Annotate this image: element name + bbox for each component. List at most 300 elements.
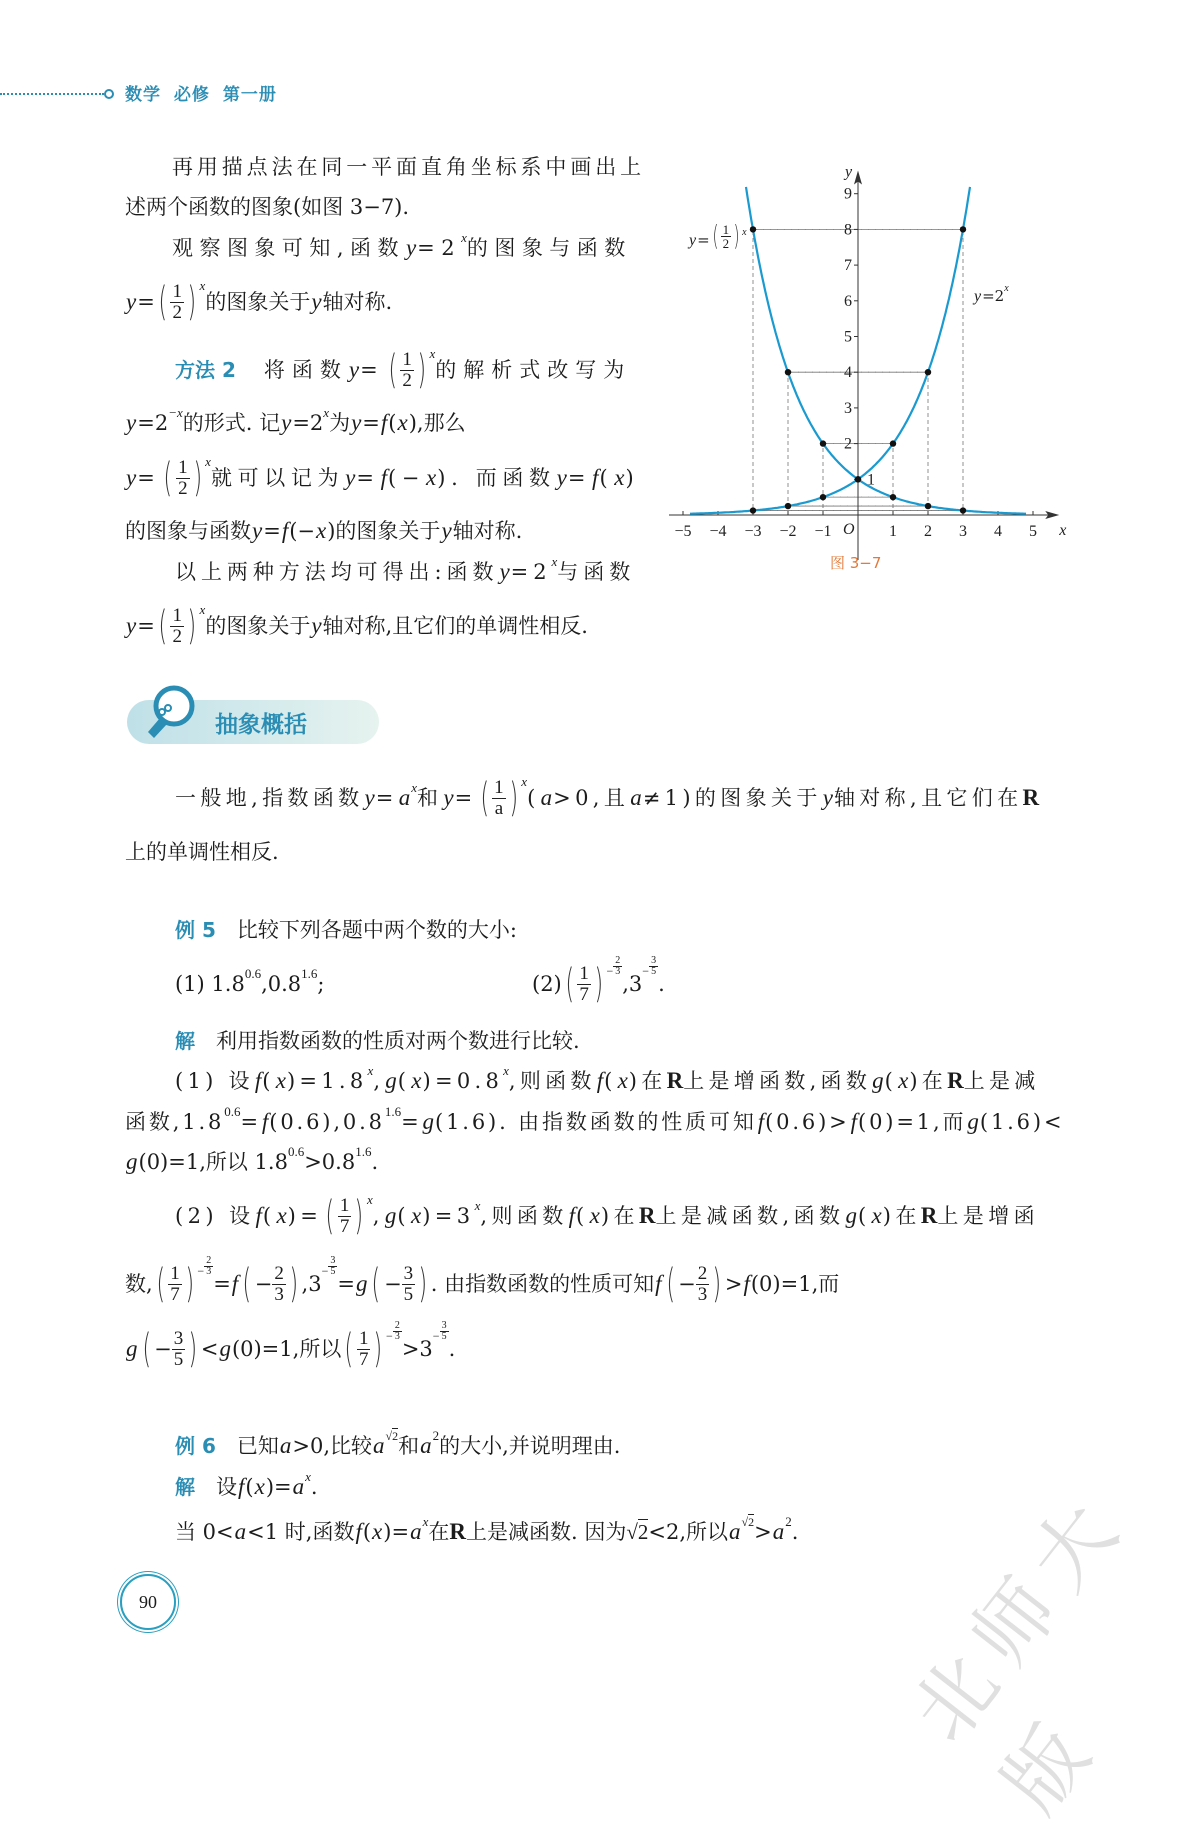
parenthesized-fraction <box>160 454 211 501</box>
exponent: x <box>551 554 558 569</box>
text-line <box>125 516 522 546</box>
right-paren: ) <box>733 219 740 252</box>
text-run: . <box>791 1520 799 1544</box>
text-run: >0,比较 <box>292 1434 373 1458</box>
text-run: =2 <box>292 411 324 435</box>
left-paren: ( <box>712 219 719 252</box>
watermark: 北师大版 <box>894 1474 1145 1830</box>
text-run: (0)=1,而 <box>750 1272 840 1296</box>
text-run: 的图象关于 <box>205 290 311 314</box>
text-line <box>125 405 466 438</box>
exponent: 2 <box>432 1428 440 1443</box>
parenthesized-fraction <box>155 602 206 649</box>
text-run: (0.6),0.8 <box>269 1110 385 1134</box>
denominator: 5 <box>651 966 657 977</box>
square-root <box>626 1517 648 1547</box>
real-numbers-symbol: R <box>1022 785 1040 810</box>
right-paren: ) <box>417 347 426 393</box>
text-run: >0.8 <box>304 1150 356 1174</box>
x-tick-label: −5 <box>674 523 692 540</box>
right-paren: ) <box>187 603 197 649</box>
sign: − <box>321 1264 329 1278</box>
math-variable: y <box>974 288 982 305</box>
text-run: (1.6). 由指数函数的性质可知 <box>435 1110 757 1134</box>
x-tick-label: −4 <box>709 523 727 540</box>
fraction <box>400 350 414 391</box>
math-variable: y <box>311 289 322 314</box>
lightbulb-icon <box>140 682 200 744</box>
left-paren: ( <box>156 1261 165 1307</box>
math-variable: y <box>345 465 356 490</box>
text-run: 轴对称,且它们的单调性相反. <box>322 614 588 638</box>
left-paren: ( <box>325 1193 335 1239</box>
denominator: 3 <box>697 1283 708 1305</box>
radical-sign: √ <box>626 1520 638 1544</box>
denominator: 5 <box>330 1266 336 1277</box>
math-variable: a <box>373 1433 385 1458</box>
text-run: (1) 设 <box>175 1069 254 1093</box>
text-run: = <box>417 236 442 260</box>
curve-label-half-power <box>688 219 747 252</box>
math-variable: x <box>411 1068 422 1093</box>
text-run: (0)=1,而 <box>858 1110 967 1134</box>
data-point <box>750 226 756 232</box>
text-run: 观察图象可知,函数 <box>172 236 405 260</box>
math-variable: a <box>729 1519 741 1544</box>
real-numbers-symbol: R <box>920 1203 938 1228</box>
denominator: 2 <box>178 477 188 499</box>
x-tick-label: −1 <box>814 523 832 540</box>
fraction <box>440 1321 449 1342</box>
sign: − <box>254 1272 273 1296</box>
exponent: 0.6 <box>244 966 262 981</box>
data-point <box>890 440 896 446</box>
text-run: 当 0< <box>175 1520 234 1544</box>
text-line <box>172 152 645 182</box>
denominator: 7 <box>358 1348 369 1370</box>
x-tick-label: −3 <box>744 523 762 540</box>
text-line <box>175 774 1040 821</box>
right-paren: ) <box>188 1326 198 1372</box>
text-run: 设 <box>195 1475 237 1499</box>
denominator: 3 <box>615 966 621 977</box>
parenthesized-fraction <box>710 219 742 252</box>
left-paren: ( <box>666 1261 675 1307</box>
example-5-part-2 <box>532 955 665 1007</box>
numerator: 3 <box>651 955 657 966</box>
text-run: 数, <box>125 1272 153 1296</box>
x-tick-label: 3 <box>959 523 967 540</box>
text-run: (− <box>289 519 316 543</box>
exponent: x <box>422 1514 429 1529</box>
denominator: 3 <box>274 1283 284 1305</box>
section-label: 例 6 <box>175 1434 216 1458</box>
text-run: = <box>213 1272 231 1296</box>
text-run: = <box>263 519 281 543</box>
math-variable: a <box>410 1519 422 1544</box>
text-run: 比较下列各题中两个数的大小: <box>215 918 517 942</box>
text-line <box>175 554 636 587</box>
parenthesized-fraction <box>341 1326 386 1372</box>
text-run: = <box>362 411 380 435</box>
math-variable: f <box>380 410 388 435</box>
left-paren: ( <box>480 775 489 821</box>
exponential-graph <box>660 140 1090 560</box>
text-run: ( <box>245 1475 254 1499</box>
fraction <box>204 1256 213 1277</box>
math-variable: a <box>772 1519 785 1544</box>
math-variable: f <box>655 1271 662 1296</box>
fractional-exponent <box>642 956 658 986</box>
exponent: x <box>367 1063 374 1078</box>
fractional-exponent <box>606 956 622 986</box>
fraction <box>721 223 732 250</box>
exponent: x <box>474 1198 481 1213</box>
text-run: 以上两种方法均可得出:函数 <box>175 560 499 584</box>
data-point <box>960 226 966 232</box>
fraction <box>649 956 658 977</box>
text-run: ,0.8 <box>261 972 302 996</box>
fraction <box>402 1264 416 1305</box>
radicand: 2 <box>392 1429 399 1443</box>
denominator: 2 <box>172 301 182 323</box>
fraction <box>696 1264 710 1305</box>
math-variable: x <box>614 465 625 490</box>
page-number: 90 <box>120 1574 176 1630</box>
math-variable: x <box>410 1203 422 1228</box>
text-run: 一般地,指数函数 <box>175 786 364 810</box>
x-tick-label: 1 <box>889 523 897 540</box>
math-variable: f <box>231 1271 239 1296</box>
text-run: )的图象关于 <box>327 519 441 543</box>
sign: − <box>678 1272 696 1296</box>
text-run: 的解析式改写为 <box>435 358 632 382</box>
text-run: = <box>337 1272 355 1296</box>
header-dotted-rule <box>0 93 104 95</box>
text-run: , <box>373 1069 385 1093</box>
text-run: <1 时,函数 <box>247 1520 355 1544</box>
solution-line <box>175 1026 580 1056</box>
left-paren: ( <box>565 961 574 1007</box>
sign: − <box>197 1264 205 1278</box>
parenthesized-fraction <box>477 774 528 821</box>
text-run: ( <box>576 1204 589 1228</box>
y-tick-label: 9 <box>844 185 852 203</box>
denominator: 3 <box>394 1331 400 1342</box>
method-2-line <box>175 346 632 393</box>
text-run: 和 <box>398 1434 420 1458</box>
sign: − <box>386 1329 393 1343</box>
numerator: 3 <box>403 1262 414 1284</box>
y-tick-label: 5 <box>844 328 852 346</box>
real-numbers-symbol: R <box>666 1068 684 1093</box>
data-point <box>890 494 896 500</box>
section-label: 解 <box>175 1029 195 1053</box>
numerator: 1 <box>178 456 188 478</box>
text-run: ( <box>397 1069 411 1093</box>
text-run: ( <box>262 1204 276 1228</box>
text-run: = <box>360 358 385 382</box>
section-title: 抽象概括 <box>215 712 307 738</box>
text-run: = <box>240 1110 261 1134</box>
denominator: 5 <box>173 1348 184 1370</box>
right-paren: ) <box>594 961 603 1007</box>
text-run: ( <box>857 1204 871 1228</box>
math-variable: y <box>126 289 137 314</box>
exponent: 1.6 <box>355 1144 372 1159</box>
text-run: 的图象与函数 <box>125 519 251 543</box>
text-run: >3 <box>401 1337 433 1361</box>
math-variable: y <box>822 785 833 810</box>
origin-label: O <box>843 521 855 538</box>
text-run: = <box>454 786 477 810</box>
text-run: 就可以记为 <box>210 466 345 490</box>
math-variable: x <box>275 1068 286 1093</box>
right-paren: ) <box>373 1326 383 1372</box>
fraction <box>170 606 184 647</box>
x-tick-label: 5 <box>1029 523 1037 540</box>
text-run: ≠1)的图象关于 <box>642 786 822 810</box>
math-variable: g <box>385 1068 397 1093</box>
exponent: 1.6 <box>384 1104 402 1119</box>
parenthesized-fraction <box>153 1261 198 1307</box>
denominator: 5 <box>441 1331 447 1342</box>
fraction <box>492 778 506 819</box>
text-line <box>125 1320 456 1372</box>
y-tick-label: 7 <box>844 257 852 275</box>
text-run: (1) 1.8 <box>175 972 245 996</box>
numerator: 2 <box>615 955 621 966</box>
text-run: 上是增函 <box>937 1204 1040 1228</box>
math-variable: x <box>372 1519 383 1544</box>
text-run: ( <box>604 1069 617 1093</box>
text-run: 已知 <box>215 1434 279 1458</box>
math-variable: x <box>871 1203 882 1228</box>
example-5-line <box>175 915 517 945</box>
radical-sign: √ <box>741 1515 749 1529</box>
fraction <box>393 1321 402 1342</box>
numerator: 1 <box>339 1194 350 1216</box>
text-run: 轴对称. <box>322 290 393 314</box>
math-variable: y <box>556 465 567 490</box>
text-run: )在 <box>628 1069 667 1093</box>
text-run: ( <box>397 1204 410 1228</box>
text-run: )=1.8 <box>286 1069 368 1093</box>
parenthesized-fraction <box>562 961 607 1007</box>
fractional-exponent <box>386 1321 402 1351</box>
denominator: a <box>494 797 504 819</box>
fraction <box>613 956 622 977</box>
y-tick-label: 4 <box>844 364 852 382</box>
left-paren: ( <box>158 279 167 325</box>
math-variable: y <box>348 357 360 382</box>
text-run: 的大小,并说明理由. <box>439 1434 621 1458</box>
math-variable: f <box>850 1109 858 1134</box>
math-variable: a <box>630 785 642 810</box>
text-run: = <box>137 290 155 314</box>
right-paren: ) <box>187 279 197 325</box>
numerator: 1 <box>172 280 182 302</box>
parenthesized-fraction <box>239 1261 301 1307</box>
math-variable: g <box>872 1068 884 1093</box>
text-run: > <box>724 1272 743 1296</box>
text-run: 轴对称,且它们在 <box>833 786 1023 810</box>
left-paren: ( <box>142 1326 151 1372</box>
exponent: x <box>1004 283 1009 294</box>
real-numbers-symbol: R <box>449 1519 466 1544</box>
data-point <box>785 369 791 375</box>
text-run: 的形式. 记 <box>182 411 281 435</box>
book-title: 数学 必修 第一册 <box>125 85 277 105</box>
text-run: (− <box>387 466 426 490</box>
text-run: )=3 <box>422 1204 475 1228</box>
text-line <box>175 1192 1040 1239</box>
text-run: )= <box>287 1204 323 1228</box>
text-run: ),那么 <box>408 411 466 435</box>
text-run: 的图象与函数 <box>466 236 632 260</box>
text-run: )在 <box>600 1204 639 1228</box>
text-line <box>125 1255 840 1307</box>
math-variable: y <box>443 785 454 810</box>
curve-label-two-power <box>973 283 1009 306</box>
numerator: 1 <box>402 348 412 370</box>
left-paren: ( <box>158 603 167 649</box>
section-label: 方法 2 <box>175 358 236 382</box>
text-run: 和 <box>417 786 443 810</box>
text-run: <2,所以 <box>648 1520 728 1544</box>
math-variable: f <box>757 1109 765 1134</box>
text-run: 上是减函数,函数 <box>655 1204 845 1228</box>
text-run: (0)=1,所以 <box>231 1337 342 1361</box>
parenthesized-fraction <box>139 1326 201 1372</box>
math-variable: f <box>592 465 599 490</box>
math-variable: a <box>279 1433 292 1458</box>
exponent: x <box>521 774 528 789</box>
parenthesized-fraction <box>385 346 436 393</box>
sign: − <box>606 964 614 978</box>
exponent: x <box>429 346 436 361</box>
text-run: = <box>567 466 592 490</box>
math-variable: f <box>255 1203 262 1228</box>
sign: − <box>642 964 650 978</box>
left-paren: ( <box>371 1261 381 1307</box>
fractional-exponent <box>433 1321 449 1351</box>
math-variable: g <box>355 1271 368 1296</box>
real-numbers-symbol: R <box>638 1203 656 1228</box>
x-tick-label: −2 <box>779 523 797 540</box>
sign: − <box>154 1337 172 1361</box>
real-numbers-symbol: R <box>947 1068 964 1093</box>
text-line <box>125 1104 1065 1137</box>
text-line <box>172 230 632 263</box>
math-variable: y <box>126 613 137 638</box>
numerator: 1 <box>579 962 589 984</box>
fractional-exponent <box>322 1256 338 1286</box>
text-run: 函数,1.8 <box>125 1110 225 1134</box>
right-paren: ) <box>185 1261 194 1307</box>
math-variable: g <box>967 1109 979 1134</box>
square-root <box>742 1507 755 1537</box>
numerator: 2 <box>274 1262 284 1284</box>
math-variable: g <box>126 1149 138 1174</box>
exponent: 2 <box>785 1514 792 1529</box>
math-variable: x <box>276 1203 287 1228</box>
text-run: ,则函数 <box>508 1069 596 1093</box>
denominator: 2 <box>172 625 182 647</box>
radicand: 2 <box>748 1515 755 1529</box>
equals: = <box>697 231 710 249</box>
math-variable: y <box>441 518 452 543</box>
numerator: 3 <box>330 1255 336 1266</box>
text-run: ) <box>625 466 640 490</box>
left-paren: ( <box>388 347 397 393</box>
exponent: x <box>199 278 206 293</box>
math-variable: x <box>254 1474 265 1499</box>
y-tick-label: 2 <box>844 435 852 453</box>
exponent: x <box>367 1192 373 1207</box>
right-paren: ) <box>354 1193 364 1239</box>
text-run: = <box>356 466 380 490</box>
math-variable: x <box>397 410 408 435</box>
math-variable: f <box>261 1109 269 1134</box>
exponent: 0.6 <box>224 1104 241 1119</box>
text-run: )在 <box>909 1069 948 1093</box>
parenthesized-fraction <box>322 1192 373 1239</box>
section-label: 解 <box>175 1475 195 1499</box>
text-run: (0.6)> <box>765 1110 850 1134</box>
fraction <box>168 1264 182 1305</box>
parenthesized-fraction <box>368 1261 430 1307</box>
text-run: ). 而函数 <box>437 466 556 490</box>
exponent: x <box>205 454 211 469</box>
text-run: ( <box>388 411 397 435</box>
numerator: 3 <box>173 1327 184 1349</box>
text-line <box>125 278 393 325</box>
math-variable: a <box>398 785 411 810</box>
math-variable: f <box>254 1068 262 1093</box>
text-run: < <box>200 1337 219 1361</box>
text-run: =2 <box>137 411 169 435</box>
equals: =2 <box>982 287 1005 305</box>
text-run: 为 <box>329 411 351 435</box>
text-run: 在 <box>428 1520 450 1544</box>
math-variable: a <box>420 1433 432 1458</box>
math-variable: y <box>405 235 417 260</box>
fraction <box>328 1256 337 1277</box>
x-axis-label: x <box>1059 522 1067 539</box>
math-variable: y <box>252 518 263 543</box>
denominator: 7 <box>339 1215 350 1237</box>
text-run: )=0.8 <box>422 1069 504 1093</box>
square-root <box>386 1421 399 1451</box>
data-point <box>960 507 966 513</box>
math-variable: x <box>589 1203 600 1228</box>
math-variable: f <box>355 1519 362 1544</box>
text-run: 上是增函数,函数 <box>683 1069 872 1093</box>
denominator: 7 <box>579 983 589 1005</box>
solution-line <box>175 1469 318 1502</box>
radical-sign: √ <box>385 1429 393 1443</box>
right-paren: ) <box>193 455 202 501</box>
math-variable: g <box>384 1203 397 1228</box>
right-paren: ) <box>712 1261 722 1307</box>
math-variable: x <box>898 1068 909 1093</box>
figure-caption: 图 3−7 <box>830 554 882 572</box>
fraction <box>176 458 190 499</box>
text-line <box>125 192 409 222</box>
text-run: . <box>658 972 665 996</box>
text-run: ,3 <box>622 972 643 996</box>
